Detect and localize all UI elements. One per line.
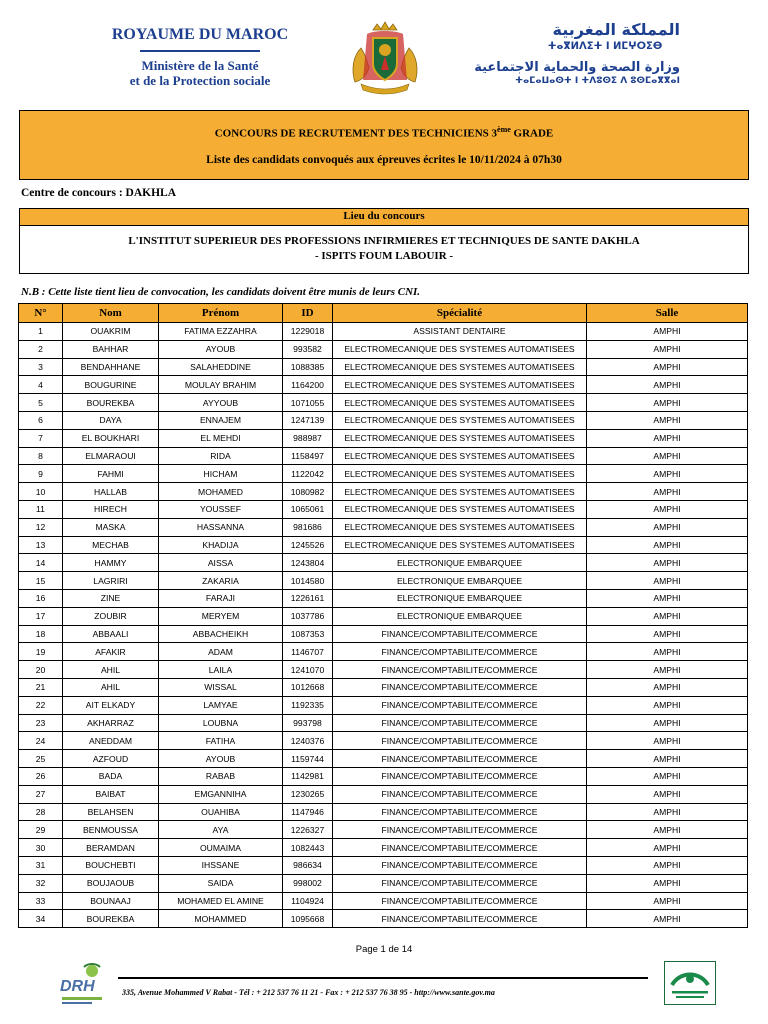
venue-name: L'INSTITUT SUPERIEUR DES PROFESSIONS INFIRMIERES ET TECHNIQUES DE SANTE DAKHLA (128, 235, 640, 247)
cell-number: 2 (19, 340, 63, 358)
table-row (19, 429, 748, 447)
contest-subtitle: Liste des candidats convoqués aux épreuves écrites le 10/11/2024 à 07h30 (206, 153, 562, 166)
cell-nom: BERAMDAN (63, 839, 159, 857)
cell-nom: AIT ELKADY (63, 696, 159, 714)
cell-id: 1245526 (283, 536, 333, 554)
cell-number: 3 (19, 358, 63, 376)
cell-nom: BOUCHEBTI (63, 856, 159, 874)
cell-salle: AMPHI (587, 411, 748, 429)
cell-number: 14 (19, 554, 63, 572)
cell-nom: BOUJAOUB (63, 874, 159, 892)
cell-nom: ZINE (63, 589, 159, 607)
cell-id: 1226327 (283, 821, 333, 839)
cell-number: 16 (19, 589, 63, 607)
table-row (19, 643, 748, 661)
cell-specialite: ELECTROMECANIQUE DES SYSTEMES AUTOMATISEES (333, 483, 587, 501)
cell-number: 11 (19, 500, 63, 518)
ministry-name-tifinagh: ⵜⴰⵎⴰⵡⴰⵙⵜ ⵏ ⵜⴷⵓⵙⵉ ⴷ ⵓⵙⵎⴰⴳⴳⴰⵏ (515, 76, 680, 86)
table-row (19, 358, 748, 376)
cell-specialite: ELECTROMECANIQUE DES SYSTEMES AUTOMATISEES (333, 465, 587, 483)
cell-number: 5 (19, 394, 63, 412)
table-row (19, 376, 748, 394)
cell-id: 1122042 (283, 465, 333, 483)
table-row (19, 554, 748, 572)
drh-logo-text: DRH (60, 978, 95, 995)
cell-prenom: SAIDA (159, 874, 283, 892)
cell-number: 8 (19, 447, 63, 465)
cell-id: 1158497 (283, 447, 333, 465)
cell-prenom: MOULAY BRAHIM (159, 376, 283, 394)
cell-id: 1087353 (283, 625, 333, 643)
cell-prenom: WISSAL (159, 678, 283, 696)
cell-prenom: FARAJI (159, 589, 283, 607)
cell-salle: AMPHI (587, 839, 748, 857)
cell-number: 30 (19, 839, 63, 857)
cell-prenom: RABAB (159, 767, 283, 785)
cell-nom: ABBAALI (63, 625, 159, 643)
table-row (19, 625, 748, 643)
cell-specialite: FINANCE/COMPTABILITE/COMMERCE (333, 696, 587, 714)
cell-nom: BOUNAAJ (63, 892, 159, 910)
table-row (19, 340, 748, 358)
cell-specialite: ELECTROMECANIQUE DES SYSTEMES AUTOMATISEES (333, 536, 587, 554)
contest-title-prefix: CONCOURS DE RECRUTEMENT DES TECHNICIENS 3 (214, 127, 498, 140)
cell-prenom: EL MEHDI (159, 429, 283, 447)
cell-number: 19 (19, 643, 63, 661)
header-divider (140, 50, 260, 52)
cell-nom: AHIL (63, 678, 159, 696)
table-body (19, 323, 748, 928)
cell-specialite: ELECTROMECANIQUE DES SYSTEMES AUTOMATISEES (333, 429, 587, 447)
ministry-name-fr-1: Ministère de la Santé (141, 58, 259, 73)
cell-prenom: LOUBNA (159, 714, 283, 732)
cell-prenom: RIDA (159, 447, 283, 465)
cell-number: 21 (19, 678, 63, 696)
cell-prenom: ZAKARIA (159, 572, 283, 590)
cell-id: 1229018 (283, 323, 333, 341)
table-row (19, 518, 748, 536)
cell-specialite: FINANCE/COMPTABILITE/COMMERCE (333, 643, 587, 661)
cell-number: 23 (19, 714, 63, 732)
table-row (19, 767, 748, 785)
cell-salle: AMPHI (587, 892, 748, 910)
table-row (19, 821, 748, 839)
page-header (0, 18, 768, 108)
col-header-prenom: Prénom (159, 304, 283, 323)
table-row (19, 607, 748, 625)
cell-id: 993798 (283, 714, 333, 732)
cell-specialite: ELECTROMECANIQUE DES SYSTEMES AUTOMATISEES (333, 518, 587, 536)
col-header-nom: Nom (63, 304, 159, 323)
cell-id: 1065061 (283, 500, 333, 518)
cell-specialite: FINANCE/COMPTABILITE/COMMERCE (333, 803, 587, 821)
ministry-name-ar: وزارة الصحة والحماية الاجتماعية (474, 60, 680, 75)
cell-number: 24 (19, 732, 63, 750)
cell-id: 1146707 (283, 643, 333, 661)
table-row (19, 839, 748, 857)
footer-address: 335, Avenue Mohammed V Rabat - Tél : + 212 537 76 11 21 - Fax : + 212 537 76 38 95 - http://www.sante.gov.ma (122, 988, 495, 997)
cell-salle: AMPHI (587, 750, 748, 768)
cell-nom: AKHARRAZ (63, 714, 159, 732)
cell-nom: BOUGURINE (63, 376, 159, 394)
cell-nom: ZOUBIR (63, 607, 159, 625)
table-row (19, 803, 748, 821)
table-row (19, 589, 748, 607)
cell-salle: AMPHI (587, 447, 748, 465)
cell-id: 1243804 (283, 554, 333, 572)
cell-number: 1 (19, 323, 63, 341)
cell-nom: AHIL (63, 661, 159, 679)
ministry-name-fr-2: et de la Protection sociale (129, 73, 271, 88)
table-row (19, 483, 748, 501)
cell-salle: AMPHI (587, 714, 748, 732)
cell-salle: AMPHI (587, 767, 748, 785)
table-row (19, 572, 748, 590)
col-header-id: ID (283, 304, 333, 323)
table-row (19, 732, 748, 750)
cell-specialite: FINANCE/COMPTABILITE/COMMERCE (333, 821, 587, 839)
cell-salle: AMPHI (587, 358, 748, 376)
cell-prenom: FATIMA EZZAHRA (159, 323, 283, 341)
table-row (19, 394, 748, 412)
cell-prenom: EMGANNIHA (159, 785, 283, 803)
exam-centre: Centre de concours : DAKHLA (21, 187, 177, 199)
table-row (19, 785, 748, 803)
cell-salle: AMPHI (587, 536, 748, 554)
table-row (19, 910, 748, 928)
contest-title-suffix: GRADE (510, 127, 554, 140)
contest-title-sup: ème (497, 125, 511, 134)
cell-id: 1088385 (283, 358, 333, 376)
cell-specialite: FINANCE/COMPTABILITE/COMMERCE (333, 856, 587, 874)
table-row (19, 750, 748, 768)
cell-nom: DAYA (63, 411, 159, 429)
french-header (100, 26, 300, 88)
cell-nom: BOUREKBA (63, 394, 159, 412)
cell-specialite: ASSISTANT DENTAIRE (333, 323, 587, 341)
cell-number: 34 (19, 910, 63, 928)
cell-salle: AMPHI (587, 323, 748, 341)
cell-number: 20 (19, 661, 63, 679)
cell-prenom: AYOUB (159, 340, 283, 358)
cell-prenom: OUMAIMA (159, 839, 283, 857)
table-header-row (19, 304, 748, 323)
col-header-number: N° (19, 304, 63, 323)
cell-nom: BOUREKBA (63, 910, 159, 928)
cell-prenom: HICHAM (159, 465, 283, 483)
cell-id: 1095668 (283, 910, 333, 928)
venue-heading: Lieu du concours (20, 209, 748, 226)
venue-box (19, 208, 749, 274)
cell-number: 32 (19, 874, 63, 892)
cell-salle: AMPHI (587, 554, 748, 572)
cell-salle: AMPHI (587, 785, 748, 803)
cell-specialite: FINANCE/COMPTABILITE/COMMERCE (333, 732, 587, 750)
cell-id: 993582 (283, 340, 333, 358)
cell-number: 31 (19, 856, 63, 874)
cell-nom: MASKA (63, 518, 159, 536)
table-row (19, 892, 748, 910)
cell-number: 9 (19, 465, 63, 483)
cell-nom: AZFOUD (63, 750, 159, 768)
cell-id: 1164200 (283, 376, 333, 394)
table-row (19, 714, 748, 732)
kingdom-title-fr: ROYAUME DU MAROC (111, 26, 289, 43)
cell-salle: AMPHI (587, 803, 748, 821)
cell-id: 1037786 (283, 607, 333, 625)
cell-specialite: ELECTRONIQUE EMBARQUEE (333, 554, 587, 572)
cell-salle: AMPHI (587, 572, 748, 590)
cell-prenom: OUAHIBA (159, 803, 283, 821)
kingdom-title-ar: المملكة المغربية (552, 20, 680, 39)
cell-id: 1240376 (283, 732, 333, 750)
contest-title (20, 125, 748, 140)
cell-salle: AMPHI (587, 732, 748, 750)
convocation-note: N.B : Cette liste tient lieu de convocation, les candidats doivent être munis de leurs CNI. (21, 286, 421, 298)
cell-nom: HAMMY (63, 554, 159, 572)
cell-prenom: LAMYAE (159, 696, 283, 714)
cell-specialite: ELECTROMECANIQUE DES SYSTEMES AUTOMATISEES (333, 376, 587, 394)
cell-prenom: ADAM (159, 643, 283, 661)
kingdom-title-tifinagh: ⵜⴰⴳⵍⴷⵉⵜ ⵏ ⵍⵎⵖⵔⵉⴱ (547, 41, 663, 52)
cell-prenom: SALAHEDDINE (159, 358, 283, 376)
contest-banner (19, 110, 749, 180)
cell-prenom: FATIHA (159, 732, 283, 750)
cell-id: 1226161 (283, 589, 333, 607)
cell-prenom: MOHAMED (159, 483, 283, 501)
table-row (19, 856, 748, 874)
cell-nom: BADA (63, 767, 159, 785)
cell-prenom: MERYEM (159, 607, 283, 625)
cell-id: 1082443 (283, 839, 333, 857)
cell-salle: AMPHI (587, 625, 748, 643)
cell-nom: AFAKIR (63, 643, 159, 661)
cell-specialite: ELECTROMECANIQUE DES SYSTEMES AUTOMATISEES (333, 340, 587, 358)
cell-number: 29 (19, 821, 63, 839)
cell-number: 33 (19, 892, 63, 910)
cell-specialite: ELECTROMECANIQUE DES SYSTEMES AUTOMATISEES (333, 500, 587, 518)
cell-id: 1247139 (283, 411, 333, 429)
cell-id: 1014580 (283, 572, 333, 590)
cell-number: 28 (19, 803, 63, 821)
table-row (19, 678, 748, 696)
cell-specialite: FINANCE/COMPTABILITE/COMMERCE (333, 714, 587, 732)
cell-nom: BELAHSEN (63, 803, 159, 821)
cell-nom: BENMOUSSA (63, 821, 159, 839)
cell-specialite: FINANCE/COMPTABILITE/COMMERCE (333, 750, 587, 768)
cell-number: 6 (19, 411, 63, 429)
cell-prenom: HASSANNA (159, 518, 283, 536)
cell-salle: AMPHI (587, 340, 748, 358)
cell-id: 986634 (283, 856, 333, 874)
table-row (19, 536, 748, 554)
cell-nom: HALLAB (63, 483, 159, 501)
table-row (19, 696, 748, 714)
cell-id: 1192335 (283, 696, 333, 714)
cell-salle: AMPHI (587, 910, 748, 928)
table-row (19, 447, 748, 465)
cell-number: 27 (19, 785, 63, 803)
cell-salle: AMPHI (587, 678, 748, 696)
cell-number: 7 (19, 429, 63, 447)
cell-specialite: ELECTRONIQUE EMBARQUEE (333, 572, 587, 590)
cell-prenom: ABBACHEIKH (159, 625, 283, 643)
cell-specialite: ELECTROMECANIQUE DES SYSTEMES AUTOMATISEES (333, 394, 587, 412)
page-number: Page 1 de 14 (355, 944, 413, 955)
cell-number: 22 (19, 696, 63, 714)
cell-prenom: MOHAMED EL AMINE (159, 892, 283, 910)
cell-salle: AMPHI (587, 821, 748, 839)
cell-specialite: ELECTRONIQUE EMBARQUEE (333, 589, 587, 607)
col-header-specialite: Spécialité (333, 304, 587, 323)
cell-prenom: ENNAJEM (159, 411, 283, 429)
cell-id: 988987 (283, 429, 333, 447)
cell-nom: OUAKRIM (63, 323, 159, 341)
cell-prenom: MOHAMMED (159, 910, 283, 928)
cell-id: 981686 (283, 518, 333, 536)
candidates-table (18, 303, 748, 928)
page-footer (0, 955, 768, 1024)
cell-prenom: IHSSANE (159, 856, 283, 874)
cell-salle: AMPHI (587, 429, 748, 447)
cell-id: 1230265 (283, 785, 333, 803)
cell-id: 1241070 (283, 661, 333, 679)
cell-salle: AMPHI (587, 696, 748, 714)
cell-id: 1159744 (283, 750, 333, 768)
cell-specialite: ELECTROMECANIQUE DES SYSTEMES AUTOMATISEES (333, 411, 587, 429)
cell-specialite: FINANCE/COMPTABILITE/COMMERCE (333, 910, 587, 928)
cell-nom: BENDAHHANE (63, 358, 159, 376)
cell-specialite: ELECTROMECANIQUE DES SYSTEMES AUTOMATISEES (333, 447, 587, 465)
cell-number: 18 (19, 625, 63, 643)
table-row (19, 411, 748, 429)
cell-number: 10 (19, 483, 63, 501)
table-row (19, 661, 748, 679)
cell-salle: AMPHI (587, 376, 748, 394)
cell-nom: EL BOUKHARI (63, 429, 159, 447)
table-row (19, 465, 748, 483)
cell-specialite: FINANCE/COMPTABILITE/COMMERCE (333, 625, 587, 643)
cell-number: 17 (19, 607, 63, 625)
table-row (19, 874, 748, 892)
cell-number: 26 (19, 767, 63, 785)
cell-id: 1071055 (283, 394, 333, 412)
cell-number: 13 (19, 536, 63, 554)
cell-nom: HIRECH (63, 500, 159, 518)
cell-nom: MECHAB (63, 536, 159, 554)
cell-salle: AMPHI (587, 394, 748, 412)
cell-nom: FAHMI (63, 465, 159, 483)
cell-number: 15 (19, 572, 63, 590)
cell-salle: AMPHI (587, 518, 748, 536)
cell-prenom: AYOUB (159, 750, 283, 768)
cell-specialite: ELECTROMECANIQUE DES SYSTEMES AUTOMATISEES (333, 358, 587, 376)
coat-of-arms-icon (345, 20, 425, 100)
cell-specialite: FINANCE/COMPTABILITE/COMMERCE (333, 661, 587, 679)
cell-number: 25 (19, 750, 63, 768)
table-row (19, 500, 748, 518)
cell-id: 998002 (283, 874, 333, 892)
cell-nom: ELMARAOUI (63, 447, 159, 465)
cell-salle: AMPHI (587, 500, 748, 518)
col-header-salle: Salle (587, 304, 748, 323)
cell-id: 1142981 (283, 767, 333, 785)
cell-prenom: LAILA (159, 661, 283, 679)
cell-salle: AMPHI (587, 465, 748, 483)
cell-salle: AMPHI (587, 874, 748, 892)
cell-prenom: KHADIJA (159, 536, 283, 554)
cell-nom: BAIBAT (63, 785, 159, 803)
cell-id: 1012668 (283, 678, 333, 696)
cell-prenom: AISSA (159, 554, 283, 572)
cell-specialite: FINANCE/COMPTABILITE/COMMERCE (333, 874, 587, 892)
cell-specialite: FINANCE/COMPTABILITE/COMMERCE (333, 839, 587, 857)
cell-id: 1080982 (283, 483, 333, 501)
cell-id: 1104924 (283, 892, 333, 910)
cell-prenom: YOUSSEF (159, 500, 283, 518)
drh-logo-icon (58, 961, 108, 1009)
venue-subname: - ISPITS FOUM LABOUIR - (314, 250, 454, 262)
ministry-logo-icon (664, 961, 716, 1005)
cell-nom: BAHHAR (63, 340, 159, 358)
cell-specialite: ELECTRONIQUE EMBARQUEE (333, 607, 587, 625)
cell-id: 1147946 (283, 803, 333, 821)
cell-nom: LAGRIRI (63, 572, 159, 590)
cell-prenom: AYYOUB (159, 394, 283, 412)
table-row (19, 323, 748, 341)
cell-salle: AMPHI (587, 607, 748, 625)
cell-salle: AMPHI (587, 589, 748, 607)
cell-nom: ANEDDAM (63, 732, 159, 750)
cell-salle: AMPHI (587, 856, 748, 874)
cell-specialite: FINANCE/COMPTABILITE/COMMERCE (333, 892, 587, 910)
arabic-header (470, 20, 680, 86)
cell-specialite: FINANCE/COMPTABILITE/COMMERCE (333, 767, 587, 785)
cell-specialite: FINANCE/COMPTABILITE/COMMERCE (333, 785, 587, 803)
footer-divider (118, 977, 648, 979)
cell-salle: AMPHI (587, 661, 748, 679)
cell-number: 12 (19, 518, 63, 536)
cell-number: 4 (19, 376, 63, 394)
cell-specialite: FINANCE/COMPTABILITE/COMMERCE (333, 678, 587, 696)
cell-salle: AMPHI (587, 483, 748, 501)
cell-salle: AMPHI (587, 643, 748, 661)
cell-prenom: AYA (159, 821, 283, 839)
